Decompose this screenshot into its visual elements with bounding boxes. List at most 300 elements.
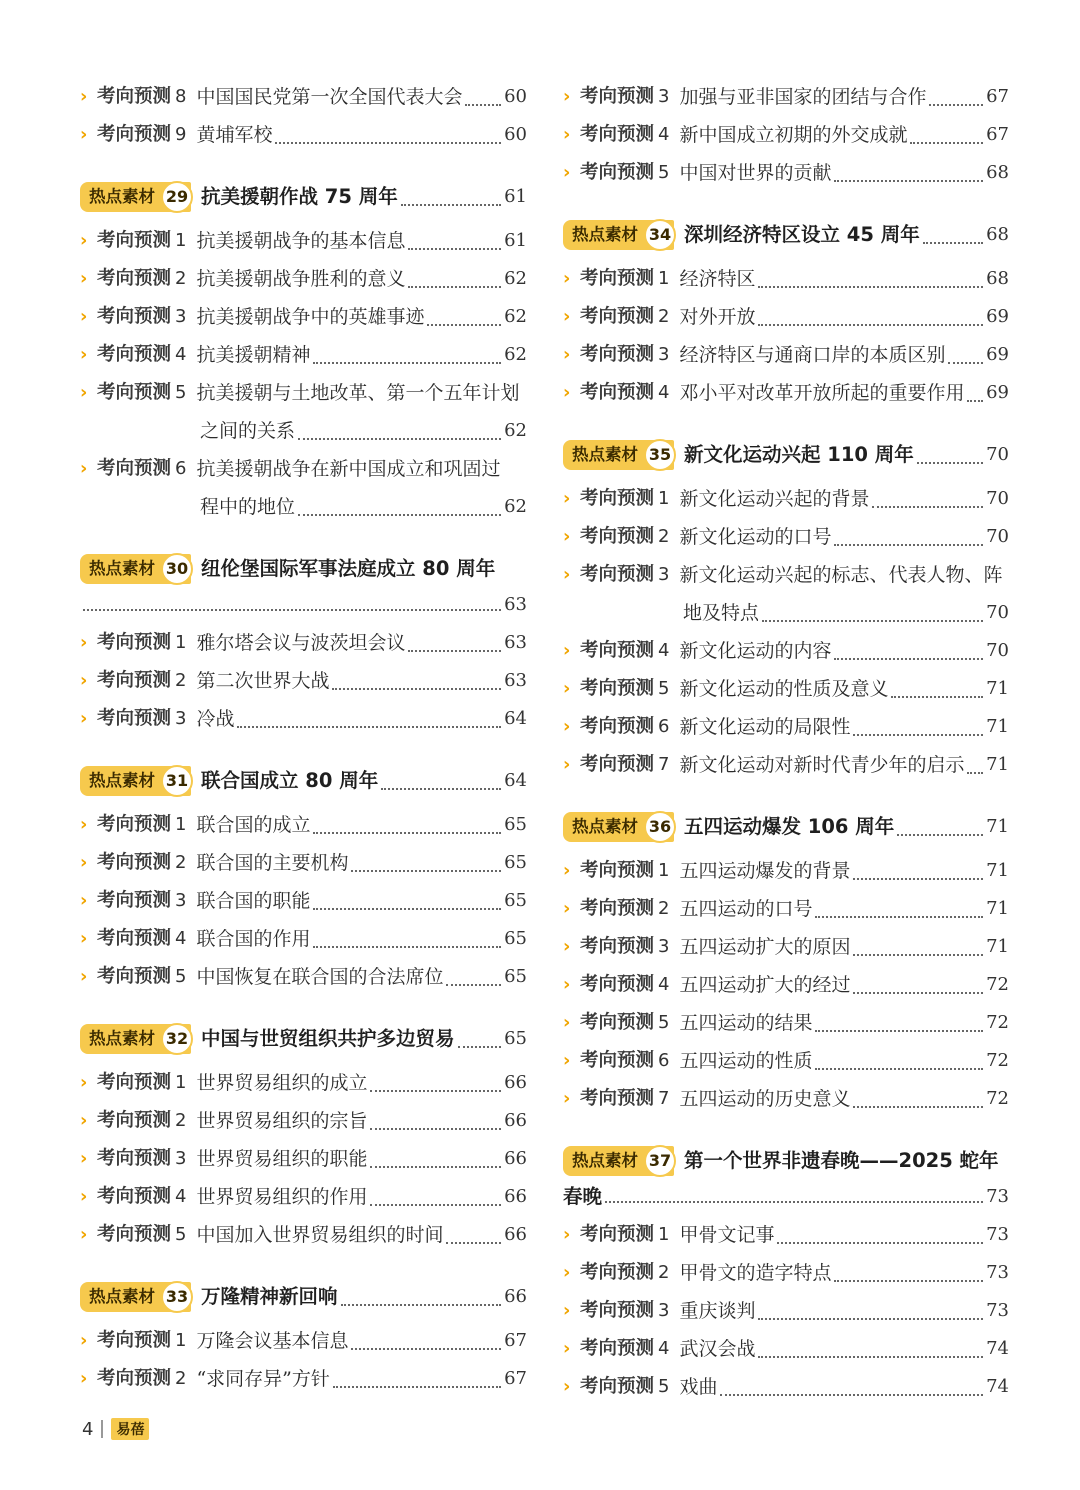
toc-entry[interactable]	[563, 1080, 1009, 1118]
section-number: 32	[161, 1023, 193, 1055]
dot-leader	[872, 506, 983, 508]
entry-title-continuation: 地及特点	[683, 602, 760, 624]
entry-number: 1	[175, 1330, 187, 1351]
entry-title: 五四运动爆发的背景	[679, 860, 851, 882]
entry-number: 5	[658, 1376, 670, 1397]
toc-entry[interactable]	[80, 844, 527, 882]
entry-prefix: 考向预测	[580, 716, 655, 737]
entry-number: 3	[658, 936, 670, 957]
dot-leader	[370, 1128, 501, 1130]
entry-page-number: 70	[986, 488, 1009, 509]
entry-number: 7	[658, 1088, 670, 1109]
entry-prefix: 考向预测	[97, 458, 172, 479]
dot-leader	[720, 1394, 983, 1396]
chevron-right-icon: ›	[80, 1148, 88, 1169]
section-page-number: 61	[504, 186, 527, 207]
chevron-right-icon: ›	[563, 640, 571, 661]
chevron-right-icon: ›	[80, 1224, 88, 1245]
entry-page-number: 68	[986, 268, 1009, 289]
entry-title: 新文化运动的内容	[679, 640, 832, 662]
entry-page-number: 66	[504, 1224, 527, 1245]
entry-page-number: 72	[986, 1050, 1009, 1071]
entry-page-number: 60	[504, 86, 527, 107]
toc-entry[interactable]	[563, 556, 1009, 594]
entry-title: 抗美援朝战争的基本信息	[196, 230, 406, 252]
entry-page-number: 66	[504, 1148, 527, 1169]
chevron-right-icon: ›	[80, 708, 88, 729]
entry-prefix: 考向预测	[580, 526, 655, 547]
dot-leader	[762, 620, 983, 622]
dot-leader	[967, 400, 983, 402]
toc-entry[interactable]	[563, 1368, 1009, 1406]
toc-entry[interactable]	[80, 882, 527, 920]
entry-number: 3	[658, 344, 670, 365]
entry-page-number: 67	[986, 86, 1009, 107]
chevron-right-icon: ›	[563, 268, 571, 289]
chevron-right-icon: ›	[80, 1330, 88, 1351]
toc-entry[interactable]	[80, 298, 527, 336]
toc-entry[interactable]	[80, 1064, 527, 1102]
toc-entry[interactable]	[80, 1140, 527, 1178]
toc-entry[interactable]	[80, 116, 527, 154]
dot-leader	[967, 772, 983, 774]
toc-entry[interactable]	[563, 746, 1009, 784]
section-header[interactable]	[80, 176, 527, 218]
entry-title: 世界贸易组织的作用	[196, 1186, 368, 1208]
entry-page-number: 72	[986, 1012, 1009, 1033]
toc-entry[interactable]	[80, 1360, 527, 1398]
entry-number: 2	[175, 268, 187, 289]
entry-title: 世界贸易组织的职能	[196, 1148, 368, 1170]
chevron-right-icon: ›	[563, 124, 571, 145]
toc-entry[interactable]	[563, 928, 1009, 966]
entry-prefix: 考向预测	[580, 1050, 655, 1071]
dot-leader	[237, 726, 501, 728]
toc-entry[interactable]	[563, 374, 1009, 412]
chevron-right-icon: ›	[563, 488, 571, 509]
entry-prefix: 考向预测	[97, 966, 172, 987]
chevron-right-icon: ›	[80, 268, 88, 289]
dot-leader	[815, 1030, 983, 1032]
toc-entry[interactable]	[80, 1102, 527, 1140]
chevron-right-icon: ›	[80, 230, 88, 251]
section-header[interactable]	[563, 214, 1009, 256]
entry-prefix: 考向预测	[580, 1224, 655, 1245]
entry-page-number: 60	[504, 124, 527, 145]
toc-entry[interactable]	[563, 670, 1009, 708]
entry-number: 2	[658, 306, 670, 327]
entry-prefix: 考向预测	[580, 162, 655, 183]
section-header[interactable]	[563, 806, 1009, 848]
toc-entry[interactable]	[563, 518, 1009, 556]
section-badge	[563, 1146, 674, 1176]
section-number: 34	[644, 219, 676, 251]
entry-prefix: 考向预测	[97, 814, 172, 835]
entry-page-number: 72	[986, 1088, 1009, 1109]
section-badge	[80, 766, 191, 796]
chevron-right-icon: ›	[563, 898, 571, 919]
entry-page-number: 65	[504, 966, 527, 987]
toc-entry[interactable]	[80, 624, 527, 662]
dot-leader	[777, 1242, 983, 1244]
chevron-right-icon: ›	[80, 124, 88, 145]
badge-label: 热点素材	[89, 1287, 155, 1306]
entry-prefix: 考向预测	[97, 928, 172, 949]
entry-title: 联合国的职能	[196, 890, 311, 912]
dot-leader	[853, 734, 983, 736]
entry-number: 2	[658, 898, 670, 919]
dot-leader	[408, 286, 501, 288]
section-page-number: 70	[986, 444, 1009, 465]
entry-prefix: 考向预测	[580, 936, 655, 957]
dot-leader	[948, 362, 983, 364]
entry-number: 9	[175, 124, 187, 145]
entry-prefix: 考向预测	[580, 860, 655, 881]
toc-right-column	[563, 78, 1009, 1406]
entry-title: 中国恢复在联合国的合法席位	[196, 966, 444, 988]
badge-label: 热点素材	[572, 445, 638, 464]
entry-prefix: 考向预测	[97, 124, 172, 145]
entry-page-number: 62	[504, 268, 527, 289]
section-number: 37	[644, 1145, 676, 1177]
entry-page-number: 66	[504, 1110, 527, 1131]
section-page-number: 73	[986, 1186, 1009, 1207]
entry-prefix: 考向预测	[580, 1338, 655, 1359]
chevron-right-icon: ›	[80, 852, 88, 873]
chevron-right-icon: ›	[563, 678, 571, 699]
toc-entry[interactable]	[80, 336, 527, 374]
entry-number: 1	[658, 268, 670, 289]
entry-number: 5	[658, 678, 670, 699]
entry-page-number: 62	[504, 344, 527, 365]
entry-prefix: 考向预测	[97, 382, 172, 403]
toc-entry[interactable]	[563, 154, 1009, 192]
section-header[interactable]	[563, 434, 1009, 476]
entry-number: 2	[175, 670, 187, 691]
entry-title: 五四运动的历史意义	[679, 1088, 851, 1110]
entry-page-number: 67	[504, 1330, 527, 1351]
entry-number: 7	[658, 754, 670, 775]
toc-entry-continuation[interactable]	[563, 594, 1009, 632]
entry-page-number: 63	[504, 670, 527, 691]
entry-number: 3	[658, 86, 670, 107]
entry-title: 五四运动的性质	[679, 1050, 813, 1072]
toc-entry[interactable]	[563, 1216, 1009, 1254]
section-title: 抗美援朝作战 75 周年	[201, 185, 398, 208]
entry-number: 4	[175, 928, 187, 949]
entry-number: 1	[175, 632, 187, 653]
entry-prefix: 考向预测	[97, 1148, 172, 1169]
entry-prefix: 考向预测	[580, 124, 655, 145]
toc-entry[interactable]	[80, 806, 527, 844]
dot-leader	[458, 1046, 502, 1048]
section-badge	[80, 1024, 191, 1054]
entry-number: 5	[175, 1224, 187, 1245]
entry-number: 1	[175, 814, 187, 835]
section-number: 36	[644, 811, 676, 843]
entry-page-number: 65	[504, 814, 527, 835]
toc-entry[interactable]	[563, 1330, 1009, 1368]
chevron-right-icon: ›	[563, 1376, 571, 1397]
dot-leader	[815, 1068, 983, 1070]
section-header[interactable]	[80, 1018, 527, 1060]
section-badge	[563, 812, 674, 842]
entry-title: 抗美援朝战争中的英雄事迹	[196, 306, 425, 328]
entry-page-number: 69	[986, 306, 1009, 327]
entry-number: 4	[175, 344, 187, 365]
entry-prefix: 考向预测	[97, 1368, 172, 1389]
toc-entry[interactable]	[80, 700, 527, 738]
brand-logo: 易蓓	[111, 1418, 149, 1440]
dot-leader	[351, 870, 501, 872]
chevron-right-icon: ›	[80, 382, 88, 403]
dot-leader	[427, 324, 501, 326]
toc-entry[interactable]	[563, 632, 1009, 670]
section-number: 31	[161, 765, 193, 797]
toc-entry[interactable]	[563, 1292, 1009, 1330]
toc-entry[interactable]	[563, 336, 1009, 374]
chevron-right-icon: ›	[80, 632, 88, 653]
dot-leader	[834, 1280, 983, 1282]
entry-page-number: 71	[986, 754, 1009, 775]
entry-prefix: 考向预测	[580, 488, 655, 509]
entry-page-number: 71	[986, 936, 1009, 957]
section-header[interactable]	[563, 1140, 1009, 1182]
entry-title: 黄埔军校	[196, 124, 273, 146]
section-title: 纽伦堡国际军事法庭成立 80 周年	[201, 557, 496, 580]
dot-leader	[891, 696, 983, 698]
entry-prefix: 考向预测	[580, 1376, 655, 1397]
dot-leader	[83, 609, 501, 611]
entry-number: 2	[175, 1110, 187, 1131]
dot-leader	[758, 1356, 983, 1358]
entry-prefix: 考向预测	[580, 1088, 655, 1109]
entry-number: 4	[175, 1186, 187, 1207]
dot-leader	[298, 438, 501, 440]
entry-prefix: 考向预测	[580, 754, 655, 775]
entry-page-number: 68	[986, 162, 1009, 183]
entry-prefix: 考向预测	[97, 1110, 172, 1131]
entry-number: 3	[175, 890, 187, 911]
section-badge	[80, 182, 191, 212]
chevron-right-icon: ›	[80, 344, 88, 365]
chevron-right-icon: ›	[80, 306, 88, 327]
entry-title: 五四运动扩大的经过	[679, 974, 851, 996]
chevron-right-icon: ›	[563, 1050, 571, 1071]
entry-page-number: 73	[986, 1262, 1009, 1283]
entry-title: 世界贸易组织的宗旨	[196, 1110, 368, 1132]
entry-title: 联合国的成立	[196, 814, 311, 836]
toc-entry[interactable]	[80, 1216, 527, 1254]
section-number: 35	[644, 439, 676, 471]
entry-page-number: 70	[986, 640, 1009, 661]
toc-entry[interactable]	[563, 78, 1009, 116]
entry-title: 邓小平对改革开放所起的重要作用	[679, 382, 965, 404]
footer-divider	[101, 1420, 103, 1438]
dot-leader	[275, 142, 501, 144]
dot-leader	[834, 658, 983, 660]
chevron-right-icon: ›	[563, 1224, 571, 1245]
dot-leader	[758, 286, 983, 288]
badge-label: 热点素材	[89, 1029, 155, 1048]
toc-entry[interactable]	[563, 1254, 1009, 1292]
entry-prefix: 考向预测	[580, 678, 655, 699]
entry-title: 雅尔塔会议与波茨坦会议	[196, 632, 406, 654]
dot-leader	[313, 362, 501, 364]
toc-entry-continuation[interactable]	[80, 412, 527, 450]
section-title: 万隆精神新回响	[201, 1285, 338, 1308]
section-title: 新文化运动兴起 110 周年	[684, 443, 914, 466]
section-badge	[80, 554, 191, 584]
page-footer	[82, 1418, 149, 1440]
entry-title: 新文化运动兴起的标志、代表人物、阵	[679, 564, 1003, 586]
toc-entry[interactable]	[563, 480, 1009, 518]
entry-title: 抗美援朝精神	[196, 344, 311, 366]
entry-page-number: 67	[504, 1368, 527, 1389]
badge-label: 热点素材	[572, 817, 638, 836]
entry-page-number: 71	[986, 716, 1009, 737]
dot-leader	[923, 242, 983, 244]
dot-leader	[408, 650, 501, 652]
chevron-right-icon: ›	[563, 754, 571, 775]
section-page-number: 63	[504, 594, 527, 615]
entry-title: 重庆谈判	[679, 1300, 756, 1322]
entry-title: 五四运动的口号	[679, 898, 813, 920]
entry-title: 新文化运动对新时代青少年的启示	[679, 754, 965, 776]
chevron-right-icon: ›	[80, 890, 88, 911]
section-title: 联合国成立 80 周年	[201, 769, 379, 792]
entry-page-number: 66	[504, 1072, 527, 1093]
entry-prefix: 考向预测	[580, 382, 655, 403]
chevron-right-icon: ›	[80, 86, 88, 107]
toc-entry[interactable]	[563, 1042, 1009, 1080]
chevron-right-icon: ›	[80, 458, 88, 479]
entry-page-number: 61	[504, 230, 527, 251]
toc-entry[interactable]	[563, 890, 1009, 928]
toc-entry[interactable]	[80, 662, 527, 700]
entry-number: 4	[658, 382, 670, 403]
toc-entry[interactable]	[563, 966, 1009, 1004]
chevron-right-icon: ›	[563, 1300, 571, 1321]
toc-entry[interactable]	[80, 1322, 527, 1360]
section-number: 29	[161, 181, 193, 213]
entry-prefix: 考向预测	[580, 1262, 655, 1283]
entry-prefix: 考向预测	[580, 86, 655, 107]
badge-label: 热点素材	[572, 225, 638, 244]
entry-page-number: 71	[986, 860, 1009, 881]
chevron-right-icon: ›	[563, 344, 571, 365]
entry-title: 新文化运动的口号	[679, 526, 832, 548]
dot-leader	[853, 878, 983, 880]
toc-entry[interactable]	[80, 260, 527, 298]
section-title: 五四运动爆发 106 周年	[684, 815, 895, 838]
section-header[interactable]	[80, 548, 527, 590]
entry-title: 中国对世界的贡献	[679, 162, 832, 184]
entry-number: 5	[175, 382, 187, 403]
dot-leader	[446, 984, 501, 986]
entry-number: 2	[175, 852, 187, 873]
dot-leader	[446, 1242, 501, 1244]
section-number: 33	[161, 1281, 193, 1313]
entry-prefix: 考向预测	[97, 344, 172, 365]
entry-number: 5	[658, 162, 670, 183]
dot-leader	[758, 324, 983, 326]
toc-entry[interactable]	[563, 298, 1009, 336]
chevron-right-icon: ›	[80, 1072, 88, 1093]
dot-leader	[332, 688, 501, 690]
entry-number: 1	[658, 1224, 670, 1245]
toc-entry-continuation[interactable]	[80, 488, 527, 526]
toc-entry[interactable]	[80, 450, 527, 488]
entry-page-number: 63	[504, 632, 527, 653]
section-header[interactable]	[80, 760, 527, 802]
entry-prefix: 考向预测	[97, 268, 172, 289]
chevron-right-icon: ›	[563, 1262, 571, 1283]
dot-leader	[313, 908, 501, 910]
entry-title: 新中国成立初期的外交成就	[679, 124, 908, 146]
entry-number: 4	[658, 974, 670, 995]
entry-number: 8	[175, 86, 187, 107]
chevron-right-icon: ›	[563, 162, 571, 183]
entry-prefix: 考向预测	[580, 1300, 655, 1321]
entry-title-continuation: 程中的地位	[200, 496, 296, 518]
entry-title: 联合国的主要机构	[196, 852, 349, 874]
entry-prefix: 考向预测	[97, 1186, 172, 1207]
section-page-number: 65	[504, 1028, 527, 1049]
entry-title: 对外开放	[679, 306, 756, 328]
entry-page-number: 69	[986, 344, 1009, 365]
section-title: 第一个世界非遗春晚——2025 蛇年	[684, 1149, 999, 1172]
toc-entry[interactable]	[80, 222, 527, 260]
toc-entry[interactable]	[80, 78, 527, 116]
entry-prefix: 考向预测	[97, 708, 172, 729]
entry-page-number: 64	[504, 708, 527, 729]
dot-leader	[341, 1304, 502, 1306]
entry-title: “求同存异”方针	[196, 1368, 330, 1390]
entry-prefix: 考向预测	[97, 852, 172, 873]
entry-number: 2	[658, 526, 670, 547]
toc-entry[interactable]	[80, 958, 527, 996]
chevron-right-icon: ›	[563, 1012, 571, 1033]
entry-title: 冷战	[196, 708, 235, 730]
toc-entry[interactable]	[563, 116, 1009, 154]
toc-entry[interactable]	[563, 708, 1009, 746]
page-number: 4	[82, 1418, 94, 1440]
section-badge	[563, 220, 674, 250]
entry-number: 1	[175, 1072, 187, 1093]
toc-entry[interactable]	[80, 920, 527, 958]
section-header[interactable]	[80, 1276, 527, 1318]
chevron-right-icon: ›	[563, 1088, 571, 1109]
section-page-number: 66	[504, 1286, 527, 1307]
entry-title: 经济特区与通商口岸的本质区别	[679, 344, 946, 366]
dot-leader	[313, 832, 501, 834]
dot-leader	[853, 954, 983, 956]
entry-title: 抗美援朝与土地改革、第一个五年计划	[196, 382, 520, 404]
toc-entry[interactable]	[80, 1178, 527, 1216]
chevron-right-icon: ›	[563, 1338, 571, 1359]
toc-entry[interactable]	[563, 1004, 1009, 1042]
toc-entry[interactable]	[80, 374, 527, 412]
entry-prefix: 考向预测	[97, 306, 172, 327]
dot-leader	[313, 946, 501, 948]
toc-entry[interactable]	[563, 852, 1009, 890]
toc-entry[interactable]	[563, 260, 1009, 298]
entry-prefix: 考向预测	[97, 1072, 172, 1093]
entry-title: 五四运动扩大的原因	[679, 936, 851, 958]
section-page-number: 68	[986, 224, 1009, 245]
chevron-right-icon: ›	[80, 814, 88, 835]
